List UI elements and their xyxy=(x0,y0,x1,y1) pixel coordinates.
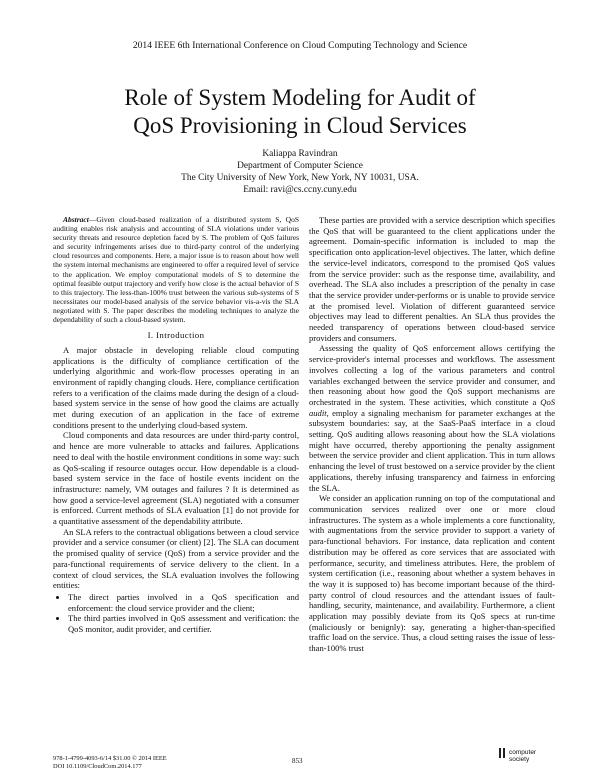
entity-list xyxy=(53,592,299,635)
author-university: The City University of New York, New York, NY 10031, USA. xyxy=(181,173,419,183)
conference-header: 2014 IEEE 6th International Conference on Cloud Computing Technology and Science xyxy=(132,40,468,51)
abstract xyxy=(53,215,299,324)
title-line-2: QoS Provisioning in Cloud Services xyxy=(133,113,467,138)
author-name: Kaliappa Ravindran xyxy=(262,149,338,159)
intro-paragraph-1: A major obstacle in developing reliable cloud computing applications is the difficulty of compliance certification of the underlying algorithmic and work-flow processes operating in an environment of rapidly changing clouds. Here, compliance certification refers to a verification of the claims made during the design of a cloud-based system service in the sense of how good the claims are actually met during execution of an application in the face of extreme conditions present to the underlying cloud-based system. xyxy=(53,344,299,430)
abstract-label: Abstract xyxy=(63,215,89,224)
footer-isbn: 978-1-4799-4093-6/14 $31.00 © 2014 IEEE xyxy=(53,755,167,762)
qos-audit-term: QoS audit xyxy=(309,396,555,418)
intro-paragraph-3: An SLA refers to the contractual obligations between a cloud service provider and a service consumer (or client) [2]. The SLA can document the promised quality of service (QoS) from a service provider and the para-functional requirements of service delivery to the client. In a context of cloud services, the SLA evaluation involves the following entities: xyxy=(53,526,299,591)
p2-text-a: Assessing the quality of QoS enforcement allows certifying the service-provider's internal processes and workflows. The assessment involves collecting a log of the various parameters and control variables exchanged between the service provider and consumer, and then reasoning about how good the QoS support mechanisms are orchestrated in the system. These activities, which constitute a xyxy=(309,343,555,407)
list-item: • The third parties involved in QoS assessment and verification: the QoS monitor, audit provider, and certifier. xyxy=(68,613,299,634)
abstract-text: —Given cloud-based realization of a distributed system S, QoS auditing enables risk analysis and accounting of SLA violations under various security threats and resource depletion faced by S. The problem of QoS failures and security infringements arises due to third-party control of the underlying cloud resources and components. Here, a major issue is to reason about how well the system internal mechanisms are engineered to offer a required level of service to the application. We employ computational models of S to determine the optimal feasible output trajectory and verify how close is the actual behavior of S to this trajectory. The less-than-100% trust between the various sub-systems of S necessitates our model-based analysis of the service behavior vis-a-vis the SLA negotiated with S. The paper describes the modeling techniques to analyze the dependability of such a cloud-based system. xyxy=(53,215,299,325)
footer-doi: DOI 10.1109/CloudCom.2014.177 xyxy=(53,763,142,770)
right-column xyxy=(309,215,555,654)
author-department: Department of Computer Science xyxy=(237,161,363,171)
intro-paragraph-2: Cloud components and data resources are under third-party control, and hence are more vulnerable to attacks and failures. Applications need to deal with the hostile environment conditions in some way: such as QoS-scaling if resource outages occur. How dependable is a cloud-based system service in the face of hostile events incident on the infrastructure: namely, VM outages and failures ? It is determined as how good a service-level agreement (SLA) negotiated with a consumer is enforced. Current methods of SLA evaluation [1] do not provide for a quantitative assessment of the dependability attribute. xyxy=(53,430,299,527)
author-email: Email: ravi@cs.ccny.cuny.edu xyxy=(243,185,357,195)
right-paragraph-1: These parties are provided with a service description which specifies the QoS that will be guaranteed to the client applications under the agreement. Domain-specific information is included to map the specification onto application-level objectives. The latter, which define the service-level indicators, correspond to the promised QoS values from the service provider: such as the response time, availability, and overhead. The SLA also includes a prescription of the penalty in case that the service provider under-performs or is unable to provide service at the promised level. Violation of different guaranteed service objectives may lead to different penalties. An SLA thus provides the needed transparency of operations between cloud-based service providers and consumers. xyxy=(309,215,555,343)
section-heading-introduction: I. Introduction xyxy=(147,330,205,341)
logo-text-society: society xyxy=(509,756,530,763)
logo-text-computer: computer xyxy=(509,749,537,756)
page-number: 853 xyxy=(292,757,303,765)
paper-title xyxy=(60,84,540,140)
right-paragraph-3: We consider an application running on top of the computational and communication services realized over one or more cloud infrastructures. The system as a whole implements a core functionality, with augmentations from the service provider to support a variety of para-functional behaviors. For instance, data replication and content distribution may be offered as core services that are associated with performance, security, and timeliness attributes. Here, the problem of system certification (i.e., reasoning about whether a system behaves in the way it is supposed to) has become important because of the third-party control of cloud resources and the attendant issues of fault-handling, security, maintenance, and availability. Furthermore, a client application may possibly deviate from its QoS specs at run-time (maliciously or benignly): say, generating a higher-than-specified traffic load on the service. Thus, a cloud setting raises the issue of less-than-100% trust xyxy=(309,493,555,654)
left-column xyxy=(53,215,299,635)
footer-copyright xyxy=(53,755,167,771)
right-paragraph-2 xyxy=(309,343,555,493)
author-block xyxy=(100,148,500,196)
computer-society-logo xyxy=(498,745,544,771)
list-item: • The direct parties involved in a QoS specification and enforcement: the cloud service provider and the client; xyxy=(68,592,299,613)
p2-text-b: , employ a signaling mechanism for parameter exchanges at the subsystem boundaries: say, at the SaaS-PaaS interface in a cloud setting. QoS auditing allows reasoning about how the SLA violations might have occurred, thereby apportioning the penalty assignment between the service provider and client application. This in turn allows enhancing the level of trust bestowed on a service provider by the client applications, thereby infusing transparency and fairness in enforcing the SLA. xyxy=(309,407,555,493)
title-line-1: Role of System Modeling for Audit of xyxy=(124,85,476,110)
computer-society-logo-icon xyxy=(498,747,508,759)
